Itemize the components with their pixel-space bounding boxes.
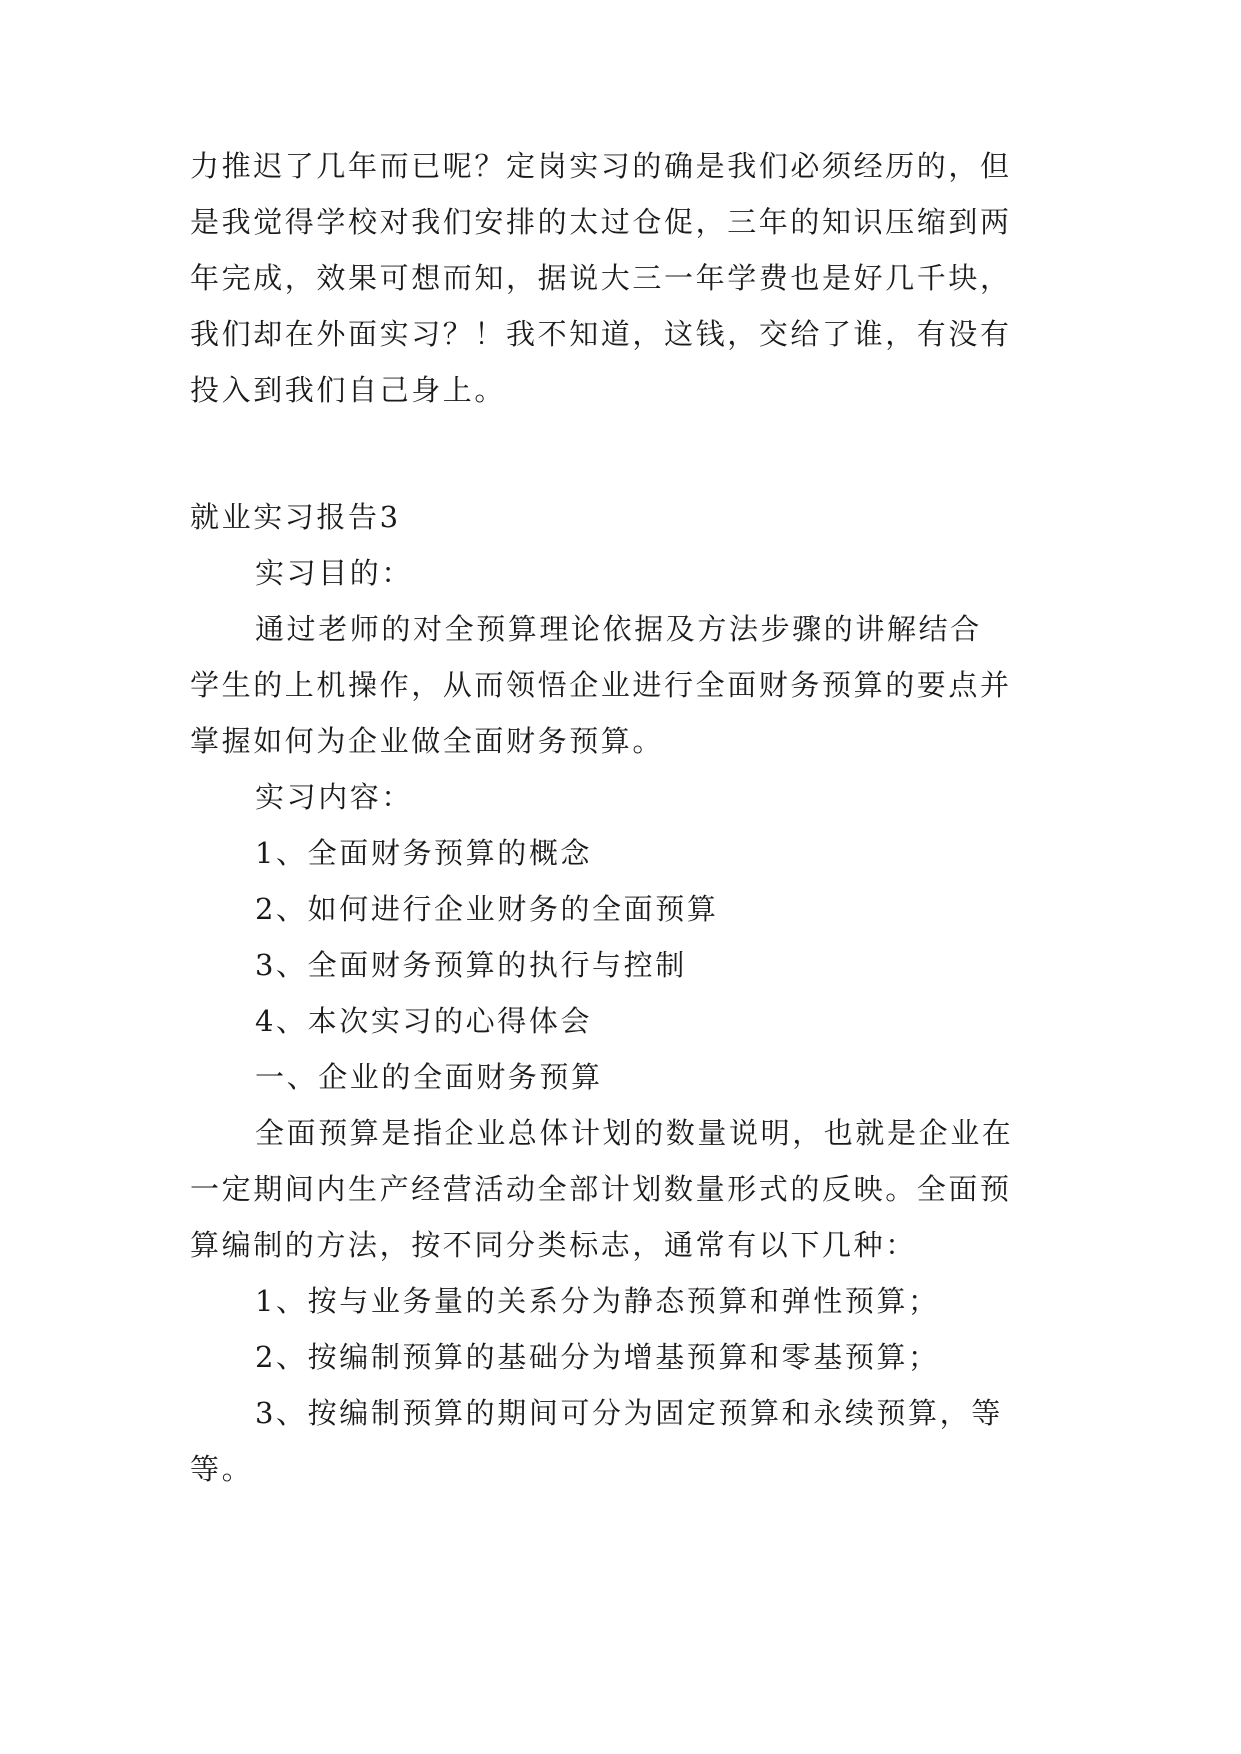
body-text-line: 掌握如何为企业做全面财务预算。 <box>190 724 665 758</box>
body-text-line: 全面预算是指企业总体计划的数量说明，也就是企业在 <box>255 1116 1014 1150</box>
body-text-line: 我们却在外面实习？！我不知道，这钱，交给了谁，有没有 <box>190 317 1012 351</box>
list-item: 1、按与业务量的关系分为静态预算和弹性预算； <box>255 1284 940 1318</box>
list-item: 3、全面财务预算的执行与控制 <box>255 948 687 982</box>
body-text-line: 投入到我们自己身上。 <box>190 373 507 407</box>
body-text-line: 算编制的方法，按不同分类标志，通常有以下几种： <box>190 1228 917 1262</box>
section-title: 就业实习报告3 <box>190 500 401 534</box>
body-text-line: 年完成，效果可想而知，据说大三一年学费也是好几千块， <box>190 261 1012 295</box>
list-item: 1、全面财务预算的概念 <box>255 836 593 870</box>
list-item: 3、按编制预算的期间可分为固定预算和永续预算，等 <box>255 1396 1003 1430</box>
list-item: 2、如何进行企业财务的全面预算 <box>255 892 719 926</box>
part-heading: 一、企业的全面财务预算 <box>255 1060 603 1094</box>
body-text-line: 学生的上机操作，从而领悟企业进行全面财务预算的要点并 <box>190 668 1012 702</box>
body-text-line: 是我觉得学校对我们安排的太过仓促，三年的知识压缩到两 <box>190 205 1012 239</box>
body-text-line: 通过老师的对全预算理论依据及方法步骤的讲解结合 <box>255 612 982 646</box>
body-text-line: 一定期间内生产经营活动全部计划数量形式的反映。全面预 <box>190 1172 1012 1206</box>
body-text-line: 等。 <box>190 1452 254 1486</box>
list-item: 2、按编制预算的基础分为增基预算和零基预算； <box>255 1340 940 1374</box>
content-heading: 实习内容： <box>255 780 414 814</box>
body-text-line: 力推迟了几年而已呢？定岗实习的确是我们必须经历的，但 <box>190 149 1012 183</box>
purpose-heading: 实习目的： <box>255 556 414 590</box>
list-item: 4、本次实习的心得体会 <box>255 1004 593 1038</box>
